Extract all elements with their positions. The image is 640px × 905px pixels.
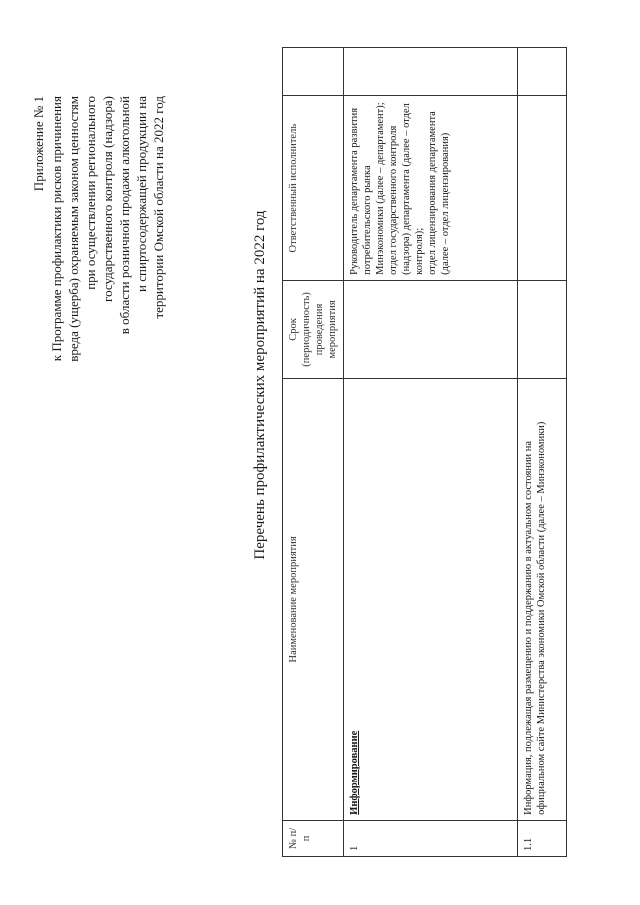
cell-no: 1.1 (518, 820, 567, 856)
header-name: Наименование мероприятия (283, 378, 344, 820)
cell-no: 1 (344, 820, 518, 856)
list-title: Перечень профилактических мероприятий на 2022 год (252, 210, 268, 560)
cell-term (518, 280, 567, 378)
appendix-line: в области розничной продажи алкогольной (117, 96, 132, 335)
responsible-line: отдел государственного контроля (надзора) департамента (далее – отдел контроля); (388, 103, 425, 275)
appendix-line: государственного контроля (надзора) (100, 96, 115, 302)
appendix-line: территории Омской области на 2022 год (151, 96, 166, 319)
cell-responsible (518, 96, 567, 280)
cell-extra (518, 48, 567, 96)
header-no: № п/п (283, 820, 344, 856)
table-header-row (283, 48, 344, 857)
appendix-line: при осуществлении регионального (83, 96, 98, 290)
responsible-line: Руководитель департамента развития потребительского рынка Минэкономики (далее – департамент); (349, 102, 386, 275)
appendix-number: Приложение № 1 (31, 96, 46, 192)
header-term: Срок (периодичность) проведения мероприятия (283, 280, 344, 378)
cell-term (344, 280, 518, 378)
responsible-line: отдел лицензирования департамента (далее – отдел лицензирования) (427, 111, 451, 275)
header-extra (283, 48, 344, 96)
cell-responsible (344, 96, 518, 280)
cell-extra (344, 48, 518, 96)
cell-name: Информация, подлежащая размещению и поддержанию в актуальном состоянии на официальном сайте Министерства экономики Омской области (далее – Минэкономики) (518, 378, 567, 820)
appendix-header (30, 96, 167, 516)
measures-table (282, 47, 567, 857)
header-responsible: Ответственный исполнитель (283, 96, 344, 280)
cell-name: Информирование (344, 378, 518, 820)
appendix-line: вреда (ущерба) охраняемым законом ценностям (66, 96, 81, 362)
table-row (344, 48, 518, 857)
appendix-line: к Программе профилактики рисков причинения (49, 96, 64, 362)
table-row (518, 48, 567, 857)
appendix-line: и спиртосодержащей продукции на (134, 96, 149, 292)
